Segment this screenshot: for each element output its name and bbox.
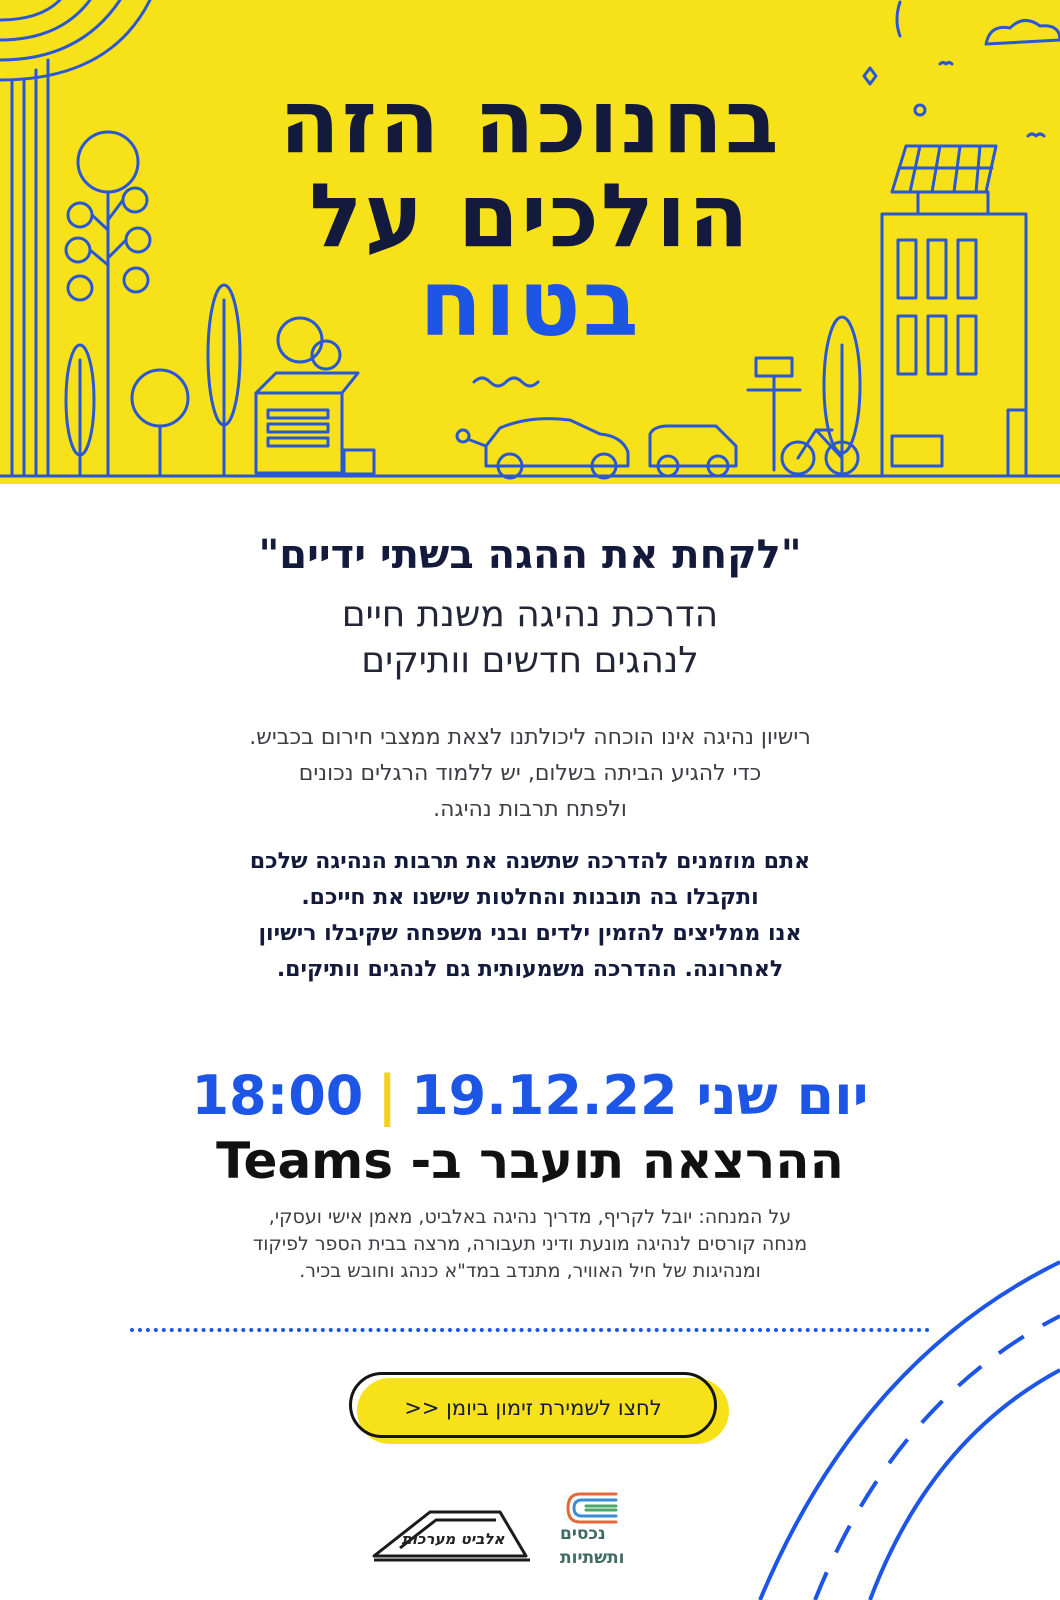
event-time: 18:00 xyxy=(191,1064,364,1127)
intro-line-1: רישיון נהיגה אינו הוכחה ליכולתנו לצאת ממצבי חירום בכביש. xyxy=(249,725,811,750)
invite-line-4: לאחרונה. ההדרכה משמעותית גם לנהגים וותיקים. xyxy=(276,957,784,982)
elbit-logo-text: אלביט מערכות xyxy=(401,1530,505,1548)
hero-title-line-1: בחנוכה הזה xyxy=(279,70,781,173)
assets-logo-text xyxy=(560,1522,676,1570)
hero-title-highlight: בטוח xyxy=(419,250,641,357)
invite-line-3: אנו ממליצים להזמין ילדים ובני משפחה שקיבלו רישיון xyxy=(258,921,802,946)
intro-paragraph xyxy=(0,720,1060,828)
invite-paragraph xyxy=(0,844,1060,988)
intro-line-3: ולפתח תרבות נהיגה. xyxy=(433,797,627,822)
event-separator: | xyxy=(377,1064,398,1127)
event-day-date: יום שני 19.12.22 xyxy=(411,1064,869,1127)
presenter-line-2: מנחה קורסים לנהיגה מונעת ודיני תעבורה, מרצה בבית הספר לפיקוד xyxy=(252,1233,808,1255)
presenter-line-1: על המנחה: יובל לקריף, מדריך נהיגה באלביט, מאמן אישי ועסקי, xyxy=(268,1206,792,1228)
elbit-logo xyxy=(370,1500,535,1570)
subtitle-line-1: הדרכת נהיגה משנת חיים xyxy=(341,594,719,635)
assets-logo-line-2: ותשתיות xyxy=(560,1548,625,1568)
invite-line-1: אתם מוזמנים להדרכה שתשנה את תרבות הנהיגה שלכם xyxy=(249,849,811,874)
save-calendar-invite-button[interactable]: לחצו לשמירת זימון ביומן << xyxy=(349,1372,717,1438)
invite-line-2: ותקבלו בה תובנות והחלטות שישנו את חייכם. xyxy=(301,885,759,910)
presenter-bio xyxy=(0,1204,1060,1285)
assets-infrastructure-logo xyxy=(560,1488,680,1578)
hero-title-line-2: הולכים על xyxy=(309,164,751,267)
event-datetime xyxy=(0,1064,1060,1128)
assets-logo-line-1: נכסים xyxy=(560,1524,606,1544)
intro-line-2: כדי להגיע הביתה בשלום, יש ללמוד הרגלים נכונים xyxy=(298,761,762,786)
subtitle-line-2: לנהגים חדשים וותיקים xyxy=(361,640,699,681)
event-platform: ההרצאה תועבר ב- Teams xyxy=(216,1132,844,1190)
quote-heading: "לקחת את ההגה בשתי ידיים" xyxy=(258,532,802,578)
subtitle xyxy=(0,592,1060,684)
hero-banner xyxy=(0,0,1060,484)
dotted-divider xyxy=(130,1328,930,1332)
presenter-line-3: ומנהיגות של חיל האוויר, מתנדב במד"א כנהג וחובש בכיר. xyxy=(299,1260,761,1282)
